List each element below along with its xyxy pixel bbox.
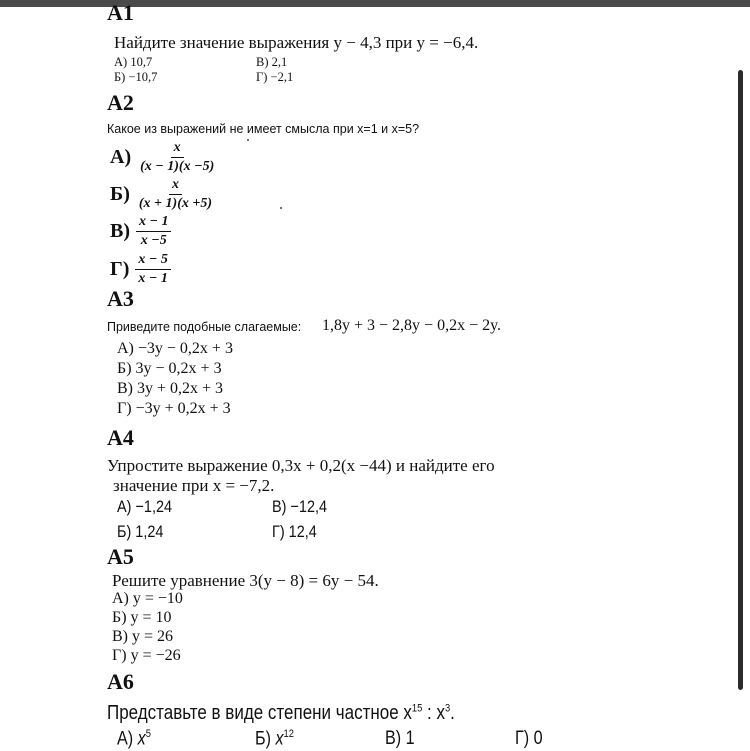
- option-a4-v: В) −12,4: [272, 497, 328, 516]
- exponent: 12: [283, 728, 294, 740]
- denominator: x − 1: [138, 271, 168, 286]
- heading-a3: A3: [107, 286, 134, 311]
- option-label: В): [110, 220, 130, 242]
- option-a1-v: В) 2,1: [256, 55, 288, 69]
- question-a3: Приведите подобные слагаемые:: [107, 320, 302, 334]
- option-label: Г): [110, 258, 130, 280]
- option-a1-b: Б) −10,7: [114, 70, 158, 84]
- option-label: А): [117, 728, 138, 750]
- expression-a3: 1,8y + 3 − 2,8y − 0,2x − 2y.: [322, 317, 502, 334]
- numerator: x: [169, 177, 182, 195]
- option-a2-v: [110, 214, 171, 249]
- fraction: [136, 177, 215, 212]
- exponent: 5: [145, 728, 151, 740]
- question-a4-line2: значение при x = −7,2.: [113, 476, 275, 495]
- question-a1: Найдите значение выражения y − 4,3 при y = −6,4.: [114, 33, 479, 52]
- option-a6-b: [255, 729, 294, 748]
- question-a4-line1: Упростите выражение 0,3x + 0,2(x −44) и найдите его: [107, 456, 495, 475]
- option-a5-a: А) y = −10: [112, 590, 183, 607]
- question-a6-suffix: .: [450, 702, 455, 724]
- option-a4-b: Б) 1,24: [117, 522, 164, 541]
- option-a2-a: [110, 140, 217, 175]
- heading-a4: A4: [107, 425, 134, 450]
- heading-a5: A5: [107, 544, 134, 569]
- denominator: x −5: [140, 233, 167, 248]
- numerator: x: [171, 140, 184, 158]
- option-a3-g: Г) −3y + 0,2x + 3: [117, 400, 231, 417]
- question-a6: [107, 703, 455, 723]
- option-a5-v: В) y = 26: [112, 628, 174, 645]
- option-a1-g: Г) −2,1: [256, 70, 294, 84]
- print-speck: [247, 139, 249, 141]
- heading-a2: A2: [107, 90, 134, 115]
- fraction: [136, 214, 171, 249]
- option-a3-b: Б) 3y − 0,2x + 3: [117, 360, 222, 377]
- option-a1-a: А) 10,7: [114, 55, 153, 69]
- option-a2-g: [110, 252, 171, 287]
- option-a6-a: [117, 729, 151, 748]
- question-a6-prefix: Представьте в виде степени частное x: [107, 702, 412, 724]
- option-a6-g: Г) 0: [515, 728, 543, 749]
- exponent: 15: [411, 702, 423, 715]
- numerator: x − 5: [135, 252, 170, 270]
- exponent: 3: [444, 702, 451, 715]
- denominator: (x + 1)(x +5): [138, 196, 212, 211]
- heading-a6: A6: [107, 669, 134, 694]
- question-a6-mid: : x: [422, 702, 445, 724]
- option-label: А): [110, 146, 132, 168]
- option-a4-a: А) −1,24: [117, 497, 173, 516]
- question-a2: Какое из выражений не имеет смысла при x=1 и x=5?: [107, 122, 420, 136]
- option-a4-g: Г) 12,4: [272, 522, 317, 541]
- heading-a1: A1: [107, 0, 134, 25]
- power-base: x: [137, 728, 146, 750]
- question-a5: Решите уравнение 3(y − 8) = 6y − 54.: [112, 571, 379, 590]
- denominator: (x − 1)(x −5): [140, 159, 215, 174]
- option-a3-v: В) 3y + 0,2x + 3: [117, 380, 224, 397]
- option-label: Б): [255, 728, 276, 750]
- option-a5-b: Б) y = 10: [112, 609, 172, 626]
- option-a2-b: [110, 177, 215, 212]
- scrollbar[interactable]: [738, 70, 743, 690]
- option-label: Б): [110, 183, 130, 205]
- fraction: [137, 140, 217, 175]
- option-a3-a: А) −3y − 0,2x + 3: [117, 340, 233, 357]
- option-a5-g: Г) y = −26: [112, 647, 181, 664]
- numerator: x − 1: [136, 214, 171, 232]
- option-a6-v: В) 1: [385, 728, 415, 749]
- fraction: [135, 252, 170, 287]
- print-speck: [280, 207, 282, 209]
- power-base: x: [275, 728, 284, 750]
